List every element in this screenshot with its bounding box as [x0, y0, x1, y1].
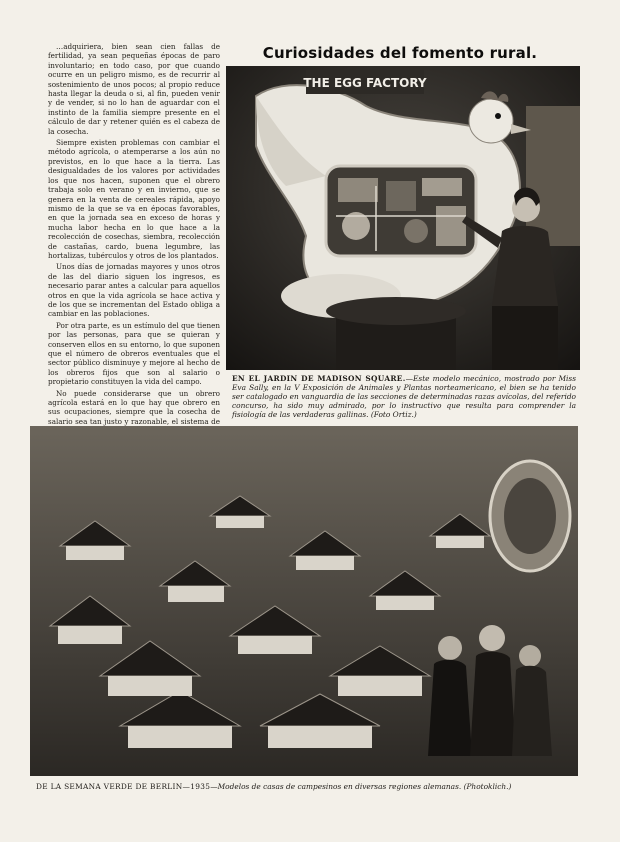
bottom-caption-lead: DE LA SEMANA VERDE DE BERLIN—1935 [36, 782, 211, 791]
top-caption-text: —Este modelo mecánico, mostrado por Miss Eva Sally, en la V Exposición de Animales y Plantas norteamericano, el bien se ha tenido ser catalogado en vanguardia de las secciones de determinadas razas avícolas, del referido concurso, ha sido muy admirado, por lo instructivo que resulta para comprender la fisiología de las verdaderas gallinas. (Foto Ortiz.) [232, 374, 577, 419]
column-paragraph-4: Por otra parte, es un estímulo del que tienen por las personas, para que se quieran y conserven ellos en su entorno, lo que suponen que el número de obreros eventuales que el sector público disminuye y mejore al hecho de los obreros fijos que son al salario o propietario constituyen la vida del campo. [48, 320, 220, 387]
top-caption-lead: EN EL JARDIN DE MADISON SQUARE. [232, 374, 406, 383]
column-paragraph-1: …adquiriera, bien sean cien fallas de fertilidad, ya sean pequeñas épocas de paro involuntario; en todo caso, por que cuando ocurre en un peligro mismo, es de recurrir al sostenimiento de unos pocos; al propio reduce hasta llegar la deuda o si, al fin, pueden venir y de vender, si no lo han de aguardar con el instinto de la familia siempre presente en el cálculo de dar y retener quién es el cabeza de la cosecha. [48, 42, 220, 136]
model-village-photo [30, 426, 578, 776]
column-paragraph-5: No puede considerarse que un obrero agrícola estará en lo que hay que obrero en sus ocupaciones, siempre que la cosecha de salario sea tan justo y razonable, el sistema de [48, 388, 220, 426]
column-paragraph-3: Unos días de jornadas mayores y unos otros de las del diario siguen los ingresos, es necesario parar antes a calcular para aquellos otros en que la vida agrícola se hace activa y de los que se incrementan del Estado obliga a cambiar en las poblaciones. [48, 262, 220, 319]
egg-factory-illustration [226, 66, 580, 370]
article-column [48, 42, 220, 462]
section-heading: Curiosidades del fomento rural. [262, 44, 538, 62]
bottom-photo-caption [36, 782, 586, 791]
egg-factory-sign: THE EGG FACTORY [303, 76, 427, 90]
bottom-caption-text: —Modelos de casas de campesinos en diversas regiones alemanas. (Photoklich.) [210, 782, 512, 791]
egg-factory-photo [226, 66, 580, 370]
model-village-illustration [30, 426, 578, 776]
top-photo-caption [232, 374, 576, 419]
column-paragraph-2: Siempre existen problemas con cambiar el método agrícola, o atemperarse a los aún no previstos, en lo que hace a la tierra. Las desigualdades de los valores por actividades los que nos hacen, suponen que el obrero trabaja solo en verano y en invierno, que se genera en la venta de cereales rápida, apoyo mismo de la que se va en épocas favorables, en que la jornada sea en exceso de horas y mucha labor hecha en lo que hace a la recolección de cosechas, siembra, recolección de castañas, cardo, buena legumbre, las hortalizas, tubérculos y otros de los plantados. [48, 138, 220, 260]
